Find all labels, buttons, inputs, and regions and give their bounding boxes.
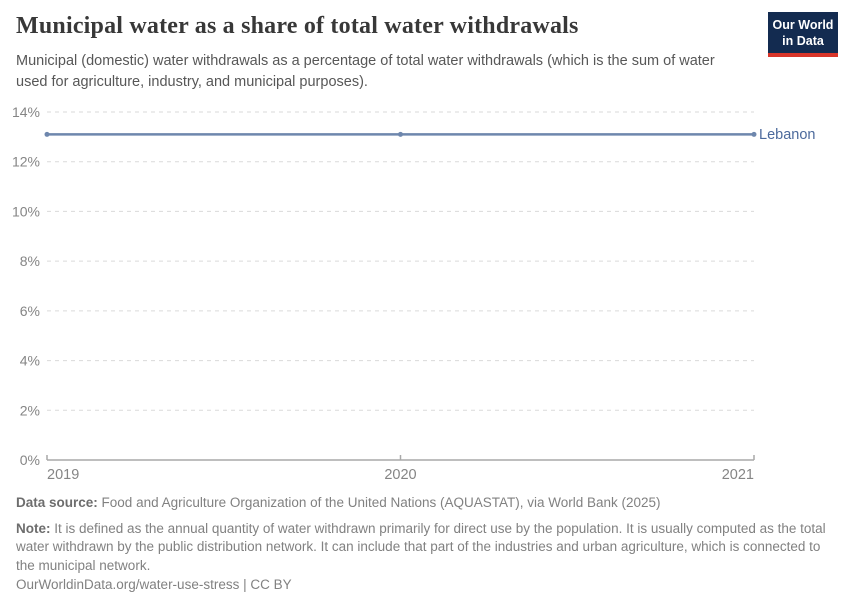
y-tick-label: 2% — [19, 402, 40, 419]
data-point[interactable] — [45, 132, 50, 137]
data-source-line — [16, 494, 828, 513]
x-tick-label: 2020 — [384, 467, 417, 483]
line-chart[interactable] — [0, 100, 850, 490]
y-tick-label: 14% — [11, 104, 40, 120]
owid-logo-line1: Our World — [772, 18, 834, 32]
data-point[interactable] — [398, 132, 403, 137]
page-title: Municipal water as a share of total water withdrawals — [16, 13, 579, 39]
chart-footer — [16, 494, 828, 594]
citation-separator: | — [243, 576, 247, 592]
data-source-text: Food and Agriculture Organization of the United Nations (AQUASTAT), via World Bank (2025) — [101, 495, 661, 510]
x-tick-label: 2019 — [47, 467, 80, 483]
owid-logo[interactable] — [768, 12, 838, 57]
note-text: It is defined as the annual quantity of water withdrawn primarily for direct use by the population. It is usually computed as the total water withdrawn by the public distribution network. It can include that part of the industries and urban agriculture, which is connected to the municipal network. — [16, 520, 826, 573]
y-tick-label: 12% — [11, 153, 40, 170]
y-tick-label: 8% — [19, 253, 40, 270]
citation-line — [16, 576, 828, 595]
x-tick-label: 2021 — [721, 467, 754, 483]
entity-label[interactable]: Lebanon — [759, 126, 816, 143]
citation-url[interactable]: OurWorldinData.org/water-use-stress — [16, 576, 240, 592]
y-tick-label: 6% — [19, 302, 40, 319]
y-tick-label: 10% — [11, 203, 40, 220]
y-tick-label: 4% — [19, 352, 40, 369]
note-label: Note: — [16, 520, 51, 536]
chart-subtitle: Municipal (domestic) water withdrawals as a percentage of total water withdrawals (which is the sum of water used for agriculture, industry, and municipal purposes). — [16, 53, 715, 90]
data-point[interactable] — [752, 132, 757, 137]
owid-logo-line2: in Data — [782, 34, 824, 48]
data-source-label: Data source: — [16, 495, 98, 510]
note-line — [16, 520, 828, 576]
license-label: CC BY — [250, 576, 292, 592]
y-tick-label: 0% — [19, 452, 40, 468]
